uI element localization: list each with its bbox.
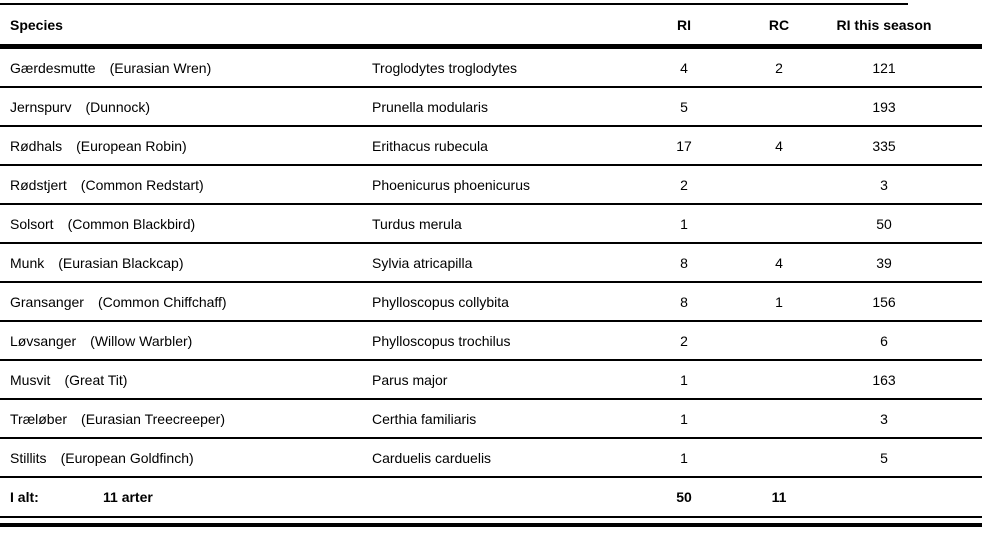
latin-name: Parus major xyxy=(372,371,448,388)
species-english: (Willow Warbler) xyxy=(90,332,193,349)
species-name xyxy=(0,177,362,193)
species-name xyxy=(0,411,362,427)
season-value: 193 xyxy=(872,98,896,115)
species-english: (Common Redstart) xyxy=(80,176,204,193)
table-row xyxy=(0,166,982,205)
species-english: (Eurasian Wren) xyxy=(109,59,212,76)
table-footer-row xyxy=(0,478,982,518)
season-column-header: RI this season xyxy=(836,16,932,33)
ri-value: 17 xyxy=(676,137,692,154)
ri-column-header: RI xyxy=(677,16,691,33)
species-danish: Jernspurv xyxy=(10,98,72,115)
ri-value: 1 xyxy=(680,215,688,232)
latin-name: Erithacus rubecula xyxy=(372,137,488,154)
ri-value: 5 xyxy=(680,98,688,115)
total-label: I alt: xyxy=(10,489,39,505)
species-english: (Eurasian Blackcap) xyxy=(58,254,184,271)
season-value: 6 xyxy=(880,332,888,349)
latin-name: Phoenicurus phoenicurus xyxy=(372,176,530,193)
rc-value: 1 xyxy=(775,293,783,310)
latin-name: Troglodytes troglodytes xyxy=(372,59,517,76)
species-danish: Gransanger xyxy=(10,293,84,310)
latin-name: Turdus merula xyxy=(372,215,462,232)
latin-name: Phylloscopus collybita xyxy=(372,293,509,310)
table-row xyxy=(0,88,982,127)
species-english: (Eurasian Treecreeper) xyxy=(81,410,225,427)
species-danish: Træløber xyxy=(10,410,68,427)
season-value: 156 xyxy=(872,293,896,310)
species-name xyxy=(0,450,362,466)
ri-value: 8 xyxy=(680,254,688,271)
season-value: 335 xyxy=(872,137,896,154)
latin-name: Prunella modularis xyxy=(372,98,488,115)
ri-total: 50 xyxy=(676,489,692,505)
bottom-rule xyxy=(0,523,982,527)
species-english: (Great Tit) xyxy=(64,371,128,388)
total-cell xyxy=(0,489,362,505)
species-name xyxy=(0,60,362,76)
rc-value: 2 xyxy=(775,59,783,76)
species-english: (Common Blackbird) xyxy=(67,215,196,232)
species-name xyxy=(0,138,362,154)
season-value: 121 xyxy=(872,59,896,76)
latin-name: Certhia familiaris xyxy=(372,410,477,427)
ri-value: 4 xyxy=(680,59,688,76)
table-row xyxy=(0,127,982,166)
latin-name: Phylloscopus trochilus xyxy=(372,332,511,349)
season-value: 39 xyxy=(876,254,892,271)
rc-total: 11 xyxy=(771,489,787,505)
species-danish: Rødstjert xyxy=(10,176,67,193)
season-value: 3 xyxy=(880,410,888,427)
ri-value: 2 xyxy=(680,332,688,349)
ri-value: 1 xyxy=(680,371,688,388)
latin-name: Carduelis carduelis xyxy=(372,449,492,466)
latin-name: Sylvia atricapilla xyxy=(372,254,473,271)
species-name xyxy=(0,255,362,271)
table-row xyxy=(0,400,982,439)
species-name xyxy=(0,99,362,115)
table-row xyxy=(0,49,982,88)
species-name xyxy=(0,372,362,388)
table-row xyxy=(0,283,982,322)
table-row xyxy=(0,205,982,244)
species-column-header: Species xyxy=(10,16,63,33)
rc-value: 4 xyxy=(775,137,783,154)
species-english: (European Goldfinch) xyxy=(60,449,194,466)
ri-value: 8 xyxy=(680,293,688,310)
ri-value: 1 xyxy=(680,449,688,466)
ri-value: 1 xyxy=(680,410,688,427)
season-value: 5 xyxy=(880,449,888,466)
species-english: (European Robin) xyxy=(76,137,187,154)
species-english: (Dunnock) xyxy=(85,98,151,115)
season-value: 3 xyxy=(880,176,888,193)
species-danish: Musvit xyxy=(10,371,51,388)
species-name xyxy=(0,333,362,349)
species-danish: Munk xyxy=(10,254,45,271)
ri-value: 2 xyxy=(680,176,688,193)
species-danish: Løvsanger xyxy=(10,332,77,349)
species-count: 11 arter xyxy=(103,489,153,505)
rc-value: 4 xyxy=(775,254,783,271)
species-english: (Common Chiffchaff) xyxy=(97,293,227,310)
rc-column-header: RC xyxy=(768,16,790,33)
season-value: 163 xyxy=(872,371,896,388)
species-danish: Rødhals xyxy=(10,137,63,154)
table-row xyxy=(0,439,982,478)
species-danish: Stillits xyxy=(10,449,47,466)
season-value: 50 xyxy=(876,215,892,232)
species-danish: Solsort xyxy=(10,215,54,232)
table-row xyxy=(0,361,982,400)
species-danish: Gærdesmutte xyxy=(10,59,96,76)
table-row xyxy=(0,322,982,361)
table-header-row xyxy=(0,5,982,44)
species-name xyxy=(0,216,362,232)
table-row xyxy=(0,244,982,283)
species-name xyxy=(0,294,362,310)
